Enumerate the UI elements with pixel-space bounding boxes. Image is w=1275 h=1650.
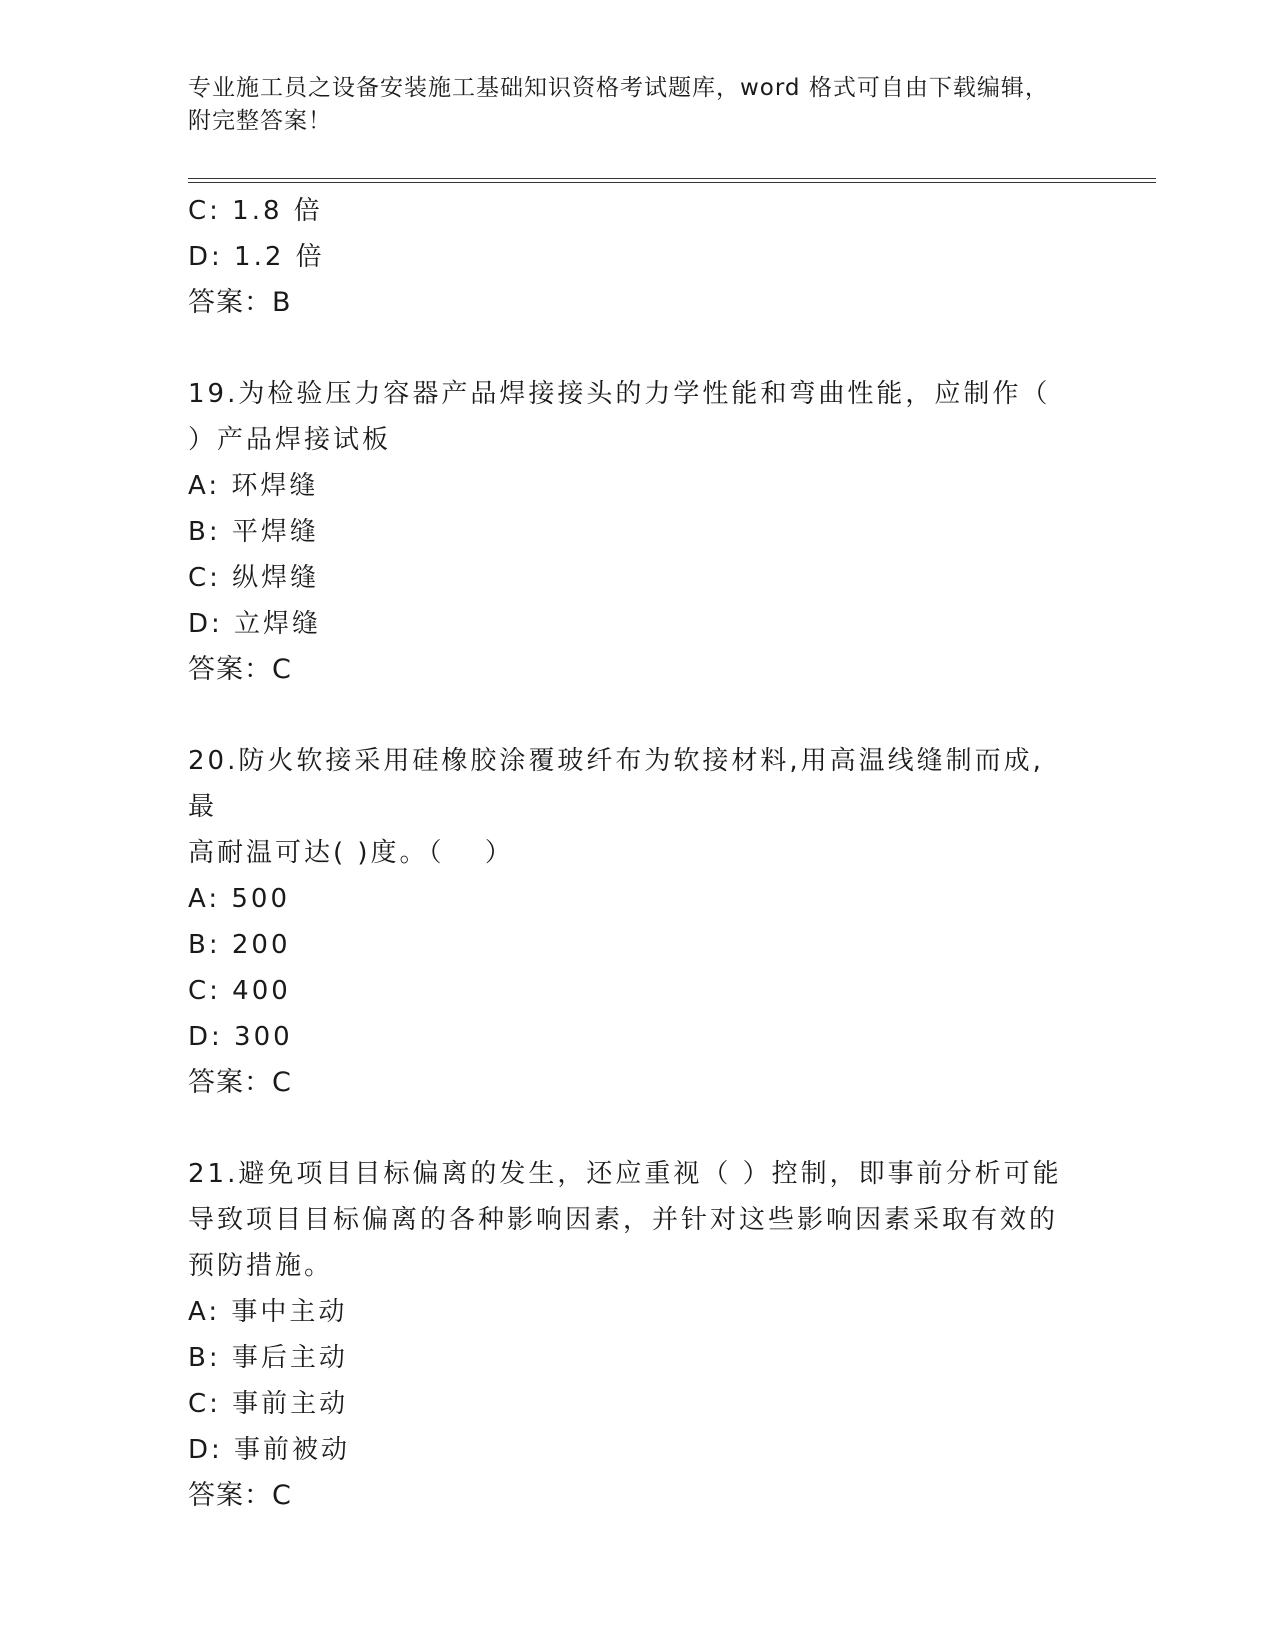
option-c: C: 事前主动 <box>188 1389 349 1419</box>
header-line-2: 附完整答案！ <box>188 108 332 134</box>
header-line-1: 专业施工员之设备安装施工基础知识资格考试题库，word 格式可自由下载编辑， <box>188 75 1049 101</box>
question-20 <box>188 738 1088 1106</box>
spacer <box>188 693 1088 738</box>
document-header <box>188 72 1088 138</box>
question-text-line-1: 20.防火软接采用硅橡胶涂覆玻纤布为软接材料,用高温线缝制而成,最 <box>188 746 1044 822</box>
answer-text: 答案：C <box>188 1067 292 1098</box>
question-text-line-2: 高耐温可达( )度。（ ） <box>188 838 514 868</box>
question-list <box>188 188 1088 1519</box>
header-divider-top <box>188 178 1156 179</box>
option-b: B: 200 <box>188 930 291 960</box>
option-a: A: 事中主动 <box>188 1297 348 1327</box>
question-21 <box>188 1151 1088 1519</box>
option-d: D: 事前被动 <box>188 1435 351 1465</box>
option-a: A: 500 <box>188 884 290 914</box>
option-c: C: 400 <box>188 976 291 1006</box>
previous-question-tail <box>188 188 1088 326</box>
question-text-line-2: ）产品焊接试板 <box>188 425 392 455</box>
question-text-line-2: 导致项目目标偏离的各种影响因素，并针对这些影响因素采取有效的 <box>188 1205 1059 1235</box>
answer-text: 答案：C <box>188 1480 292 1511</box>
question-text-line-1: 21.避免项目目标偏离的发生，还应重视（ ）控制，即事前分析可能 <box>188 1159 1062 1189</box>
option-d: D: 1.2 倍 <box>188 242 325 272</box>
option-b: B: 事后主动 <box>188 1343 348 1373</box>
answer-text: 答案：C <box>188 654 292 685</box>
header-divider-bottom <box>188 182 1156 183</box>
question-text-line-1: 19.为检验压力容器产品焊接接头的力学性能和弯曲性能，应制作（ <box>188 379 1051 409</box>
question-19 <box>188 371 1088 693</box>
option-c: C: 1.8 倍 <box>188 196 323 226</box>
option-d: D: 300 <box>188 1022 293 1052</box>
question-text-line-3: 预防措施。 <box>188 1251 334 1281</box>
option-b: B: 平焊缝 <box>188 517 319 547</box>
answer-text: 答案：B <box>188 287 292 318</box>
option-a: A: 环焊缝 <box>188 471 319 501</box>
spacer <box>188 1106 1088 1151</box>
option-c: C: 纵焊缝 <box>188 563 320 593</box>
spacer <box>188 326 1088 371</box>
option-d: D: 立焊缝 <box>188 609 322 639</box>
